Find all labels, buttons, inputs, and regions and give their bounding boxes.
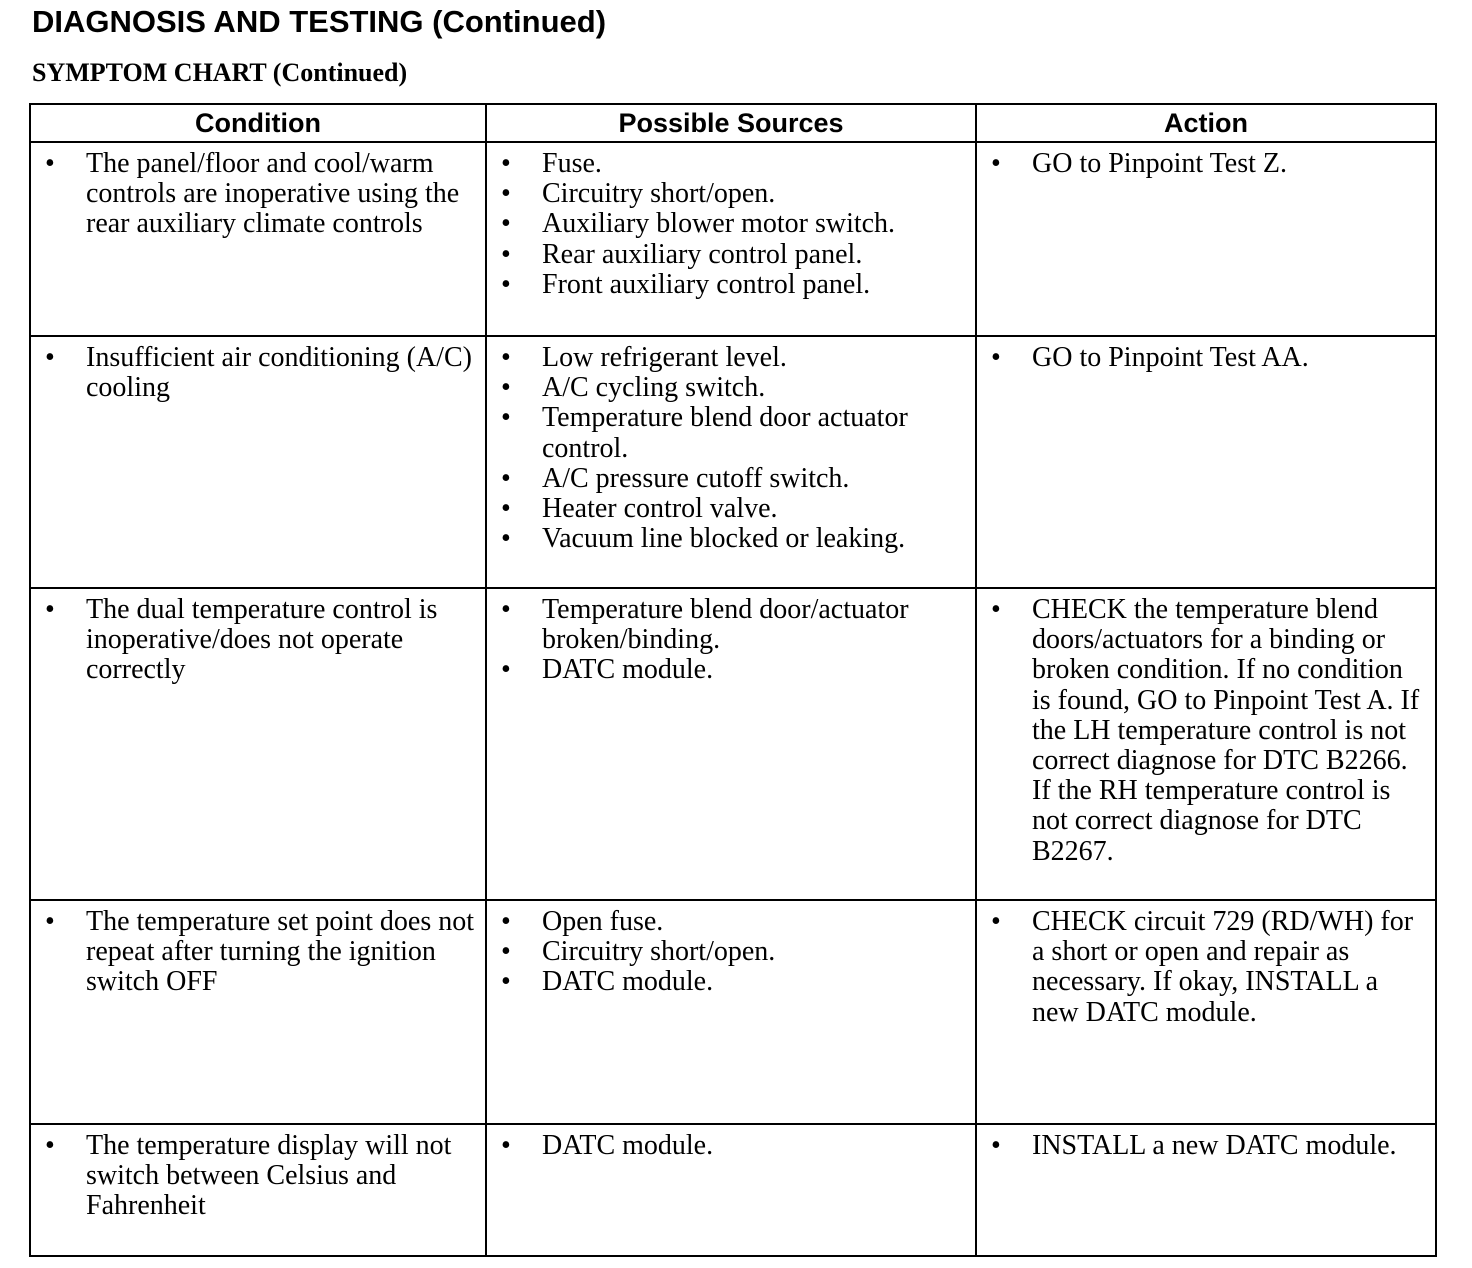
condition-item: • Insufficient air conditioning (A/C) cooling [31, 343, 475, 403]
condition-cell [30, 588, 486, 900]
source-item: • Open fuse. [487, 907, 965, 937]
action-cell [976, 900, 1436, 1124]
condition-cell [30, 900, 486, 1124]
sources-cell [486, 588, 976, 900]
sources-cell [486, 336, 976, 588]
page-heading: DIAGNOSIS AND TESTING (Continued) [32, 4, 607, 39]
chart-subheading: SYMPTOM CHART (Continued) [32, 58, 408, 87]
action-item: • GO to Pinpoint Test AA. [977, 343, 1425, 373]
column-header-possible-sources: Possible Sources [486, 104, 976, 142]
source-item: • A/C pressure cutoff switch. [487, 464, 965, 494]
table-row [30, 142, 1436, 336]
source-item: • Front auxiliary control panel. [487, 270, 965, 300]
action-item: • GO to Pinpoint Test Z. [977, 149, 1425, 179]
sources-cell [486, 142, 976, 336]
source-item: • Fuse. [487, 149, 965, 179]
action-cell [976, 588, 1436, 900]
header-row [30, 104, 1436, 142]
symptom-table [29, 103, 1437, 1257]
sources-cell [486, 1124, 976, 1256]
condition-item: • The temperature display will not switch between Celsius and Fahrenheit [31, 1131, 475, 1222]
source-item: • A/C cycling switch. [487, 373, 965, 403]
table-row [30, 900, 1436, 1124]
action-cell [976, 1124, 1436, 1256]
column-header-condition: Condition [30, 104, 486, 142]
source-item: • DATC module. [487, 655, 965, 685]
source-item: • DATC module. [487, 1131, 965, 1161]
source-item: • Circuitry short/open. [487, 937, 965, 967]
action-item: • CHECK circuit 729 (RD/WH) for a short or open and repair as necessary. If okay, INSTALL a new DATC module. [977, 907, 1425, 1028]
source-item: • Circuitry short/open. [487, 179, 965, 209]
condition-cell [30, 1124, 486, 1256]
condition-item: • The dual temperature control is inoperative/does not operate correctly [31, 595, 475, 686]
table-row [30, 1124, 1436, 1256]
source-item: • Heater control valve. [487, 494, 965, 524]
source-item: • Vacuum line blocked or leaking. [487, 524, 965, 554]
source-item: • Low refrigerant level. [487, 343, 965, 373]
action-cell [976, 336, 1436, 588]
action-item: • INSTALL a new DATC module. [977, 1131, 1425, 1161]
sources-cell [486, 900, 976, 1124]
condition-item: • The panel/floor and cool/warm controls are inoperative using the rear auxiliary climate controls [31, 149, 475, 240]
table-row [30, 336, 1436, 588]
action-cell [976, 142, 1436, 336]
source-item: • Temperature blend door actuator control. [487, 403, 965, 463]
condition-cell [30, 142, 486, 336]
column-header-action: Action [976, 104, 1436, 142]
source-item: • Rear auxiliary control panel. [487, 240, 965, 270]
condition-cell [30, 336, 486, 588]
condition-item: • The temperature set point does not repeat after turning the ignition switch OFF [31, 907, 475, 998]
source-item: • DATC module. [487, 967, 965, 997]
action-item: • CHECK the temperature blend doors/actuators for a binding or broken condition. If no condition is found, GO to Pinpoint Test A. If the LH temperature control is not correct diagnose for DTC B2266. If the RH temperature control is not correct diagnose for DTC B2267. [977, 595, 1425, 867]
source-item: • Temperature blend door/actuator broken/binding. [487, 595, 965, 655]
table-row [30, 588, 1436, 900]
source-item: • Auxiliary blower motor switch. [487, 209, 965, 239]
